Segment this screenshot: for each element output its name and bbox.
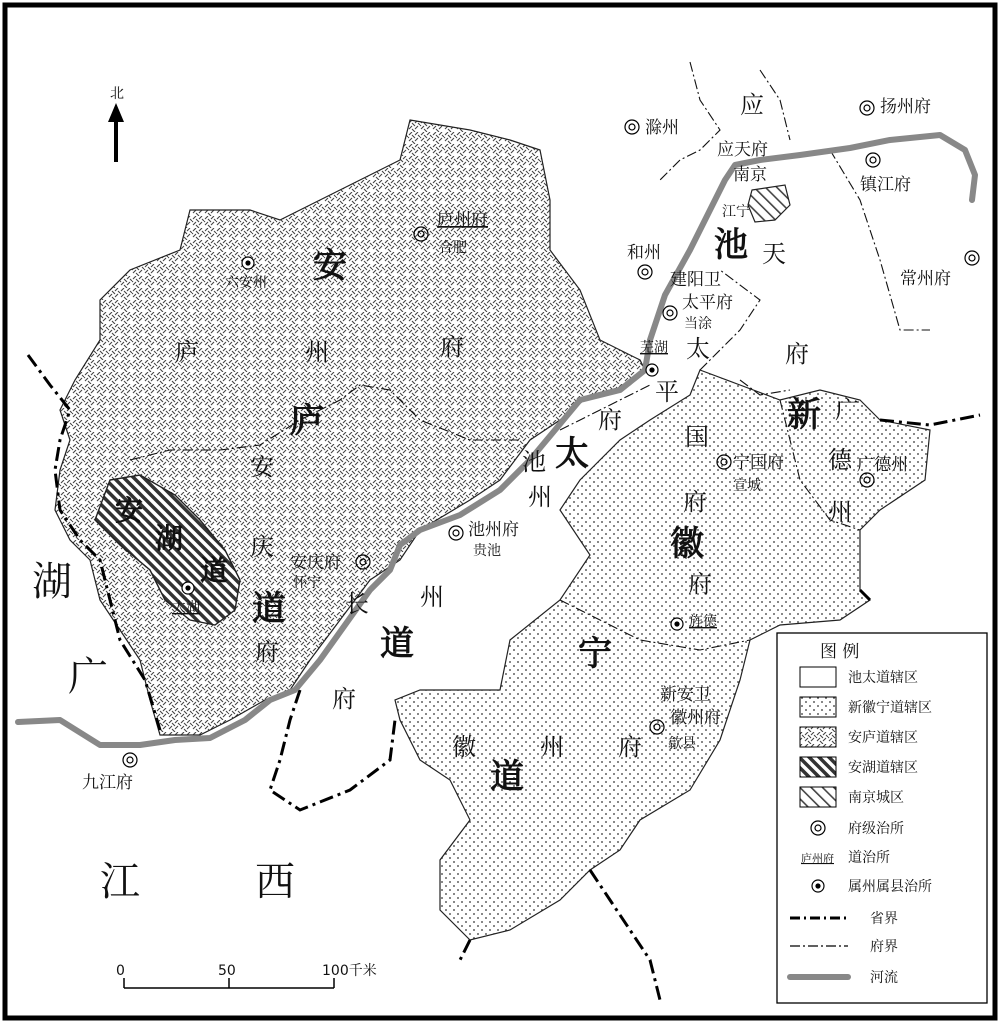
place-guangdezhou: 广德州 bbox=[857, 455, 908, 475]
place-guichi: 贵池 bbox=[473, 543, 501, 559]
circuit-xinhuining-char-4: 道 bbox=[490, 757, 524, 797]
place-luzhoufu: 庐州府 bbox=[437, 210, 488, 230]
pref-huizhou-3: 府 bbox=[618, 733, 642, 761]
place-ningguofu: 宁国府 bbox=[733, 453, 784, 473]
pref-guangde-3: 州 bbox=[828, 498, 852, 526]
place-chuzhou: 滁州 bbox=[645, 118, 679, 138]
circuit-chitai-char-3: 道 bbox=[380, 624, 414, 664]
scale-tick-100: 100千米 bbox=[322, 963, 377, 979]
pref-taiping-3: 府 bbox=[598, 406, 622, 434]
place-hezhou: 和州 bbox=[627, 243, 661, 263]
place-jianyangwei: 建阳卫 bbox=[670, 270, 721, 290]
circuit-xinhuining-char-3: 宁 bbox=[578, 634, 612, 674]
place-nanjing: 南京 bbox=[733, 165, 767, 185]
pref-ningguo-1: 国 bbox=[685, 423, 709, 451]
legend-item-11: 河流 bbox=[870, 970, 898, 986]
pref-guangde-1: 广 bbox=[835, 396, 859, 424]
circuit-xinhuining-char-1: 新 bbox=[787, 395, 821, 435]
place-wuhu: 芜湖 bbox=[640, 340, 668, 356]
pref-yingtian-3: 府 bbox=[785, 340, 809, 368]
place-taihu: 太湖 bbox=[172, 600, 200, 616]
river-changjiang-1: 长 bbox=[345, 590, 369, 618]
place-chizhoufu: 池州府 bbox=[468, 520, 519, 540]
circuit-anlu-char-3: 道 bbox=[252, 589, 286, 629]
scale-tick-50: 50 bbox=[218, 963, 236, 979]
legend-swatch-chitai bbox=[800, 667, 836, 687]
legend-county-seat-icon bbox=[812, 880, 824, 892]
place-taipingfu: 太平府 bbox=[682, 293, 733, 313]
pref-chizhou-4: 府 bbox=[332, 685, 356, 713]
region-huguang-2: 广 bbox=[68, 654, 108, 700]
place-hefei: 合肥 bbox=[439, 240, 467, 256]
north-label: 北 bbox=[110, 86, 124, 102]
legend-item-10: 府界 bbox=[870, 939, 898, 955]
place-xuancheng: 宣城 bbox=[733, 478, 761, 494]
legend-title: 图 例 bbox=[820, 642, 860, 662]
legend-swatch-anhu bbox=[800, 757, 836, 777]
place-jingde: 旌德 bbox=[689, 614, 717, 630]
region-huguang-1: 湖 bbox=[32, 559, 72, 605]
region-jiangxi-2: 西 bbox=[255, 859, 295, 905]
scale-tick-0: 0 bbox=[116, 963, 125, 979]
pref-huizhou-1: 徽 bbox=[452, 733, 476, 761]
legend-item-7: 道治所 bbox=[848, 850, 890, 866]
place-dangtu: 当涂 bbox=[684, 316, 712, 332]
place-yingtianfu: 应天府 bbox=[717, 140, 768, 160]
circuit-anhu-char-2: 湖 bbox=[155, 522, 184, 555]
pref-ningguo-2: 府 bbox=[683, 488, 707, 516]
place-jiujiang: 九江府 bbox=[82, 773, 133, 793]
legend-circuit-seat-sample: 庐州府 bbox=[801, 852, 834, 865]
pref-luzhou-2: 州 bbox=[305, 338, 329, 366]
legend-swatch-anlu bbox=[800, 727, 836, 747]
pref-ningguo-3: 府 bbox=[688, 570, 712, 598]
legend-item-2: 新徽宁道辖区 bbox=[848, 700, 932, 716]
place-huizhoufu: 徽州府 bbox=[670, 708, 721, 728]
legend-item-6: 府级治所 bbox=[848, 821, 904, 837]
place-zhenjiang: 镇江府 bbox=[860, 175, 911, 195]
pref-chizhou-1: 池 bbox=[522, 448, 546, 476]
circuit-anlu-char-2: 庐 bbox=[290, 401, 324, 441]
place-xinanwei: 新安卫 bbox=[660, 685, 711, 705]
pref-anqing-2: 庆 bbox=[250, 533, 274, 561]
place-huaining: 怀宁 bbox=[293, 575, 321, 591]
place-changzhou: 常州府 bbox=[900, 269, 951, 289]
place-yangzhou: 扬州府 bbox=[880, 97, 931, 117]
legend-item-9: 省界 bbox=[870, 911, 898, 927]
legend-item-4: 安湖道辖区 bbox=[848, 760, 918, 776]
pref-anqing-1: 安 bbox=[250, 453, 274, 481]
pref-luzhou-1: 庐 bbox=[175, 338, 199, 366]
pref-chizhou-3: 州 bbox=[420, 583, 444, 611]
pref-huizhou-2: 州 bbox=[540, 733, 564, 761]
circuit-anlu-char-1: 安 bbox=[313, 246, 347, 286]
circuit-anhu-char-1: 安 bbox=[115, 494, 144, 527]
pref-taiping-1: 太 bbox=[686, 335, 710, 363]
pref-luzhou-3: 府 bbox=[440, 333, 464, 361]
circuit-anhu-char-3: 道 bbox=[200, 554, 229, 587]
legend bbox=[777, 633, 987, 1003]
place-jiangning: 江宁 bbox=[722, 204, 750, 220]
legend-item-5: 南京城区 bbox=[848, 790, 904, 806]
legend-item-8: 属州属县治所 bbox=[848, 879, 932, 895]
circuit-chitai-char-1: 池 bbox=[714, 225, 748, 265]
legend-swatch-nanjing bbox=[800, 787, 836, 807]
place-liuan: 六安州 bbox=[225, 275, 267, 291]
pref-anqing-3: 府 bbox=[255, 638, 279, 666]
pref-yingtian-2: 天 bbox=[762, 240, 786, 268]
circuit-chitai-char-2: 太 bbox=[555, 434, 589, 474]
legend-item-1: 池太道辖区 bbox=[848, 670, 918, 686]
pref-taiping-2: 平 bbox=[655, 378, 679, 406]
circuit-xinhuining-char-2: 徽 bbox=[670, 524, 704, 564]
legend-item-3: 安庐道辖区 bbox=[848, 730, 918, 746]
pref-chizhou-2: 州 bbox=[528, 483, 552, 511]
place-shexian: 歙县 bbox=[668, 736, 696, 752]
pref-yingtian-1: 应 bbox=[740, 91, 764, 119]
legend-swatch-xinhuining bbox=[800, 697, 836, 717]
pref-guangde-2: 德 bbox=[828, 446, 852, 474]
place-anqingfu: 安庆府 bbox=[290, 553, 341, 573]
region-jiangxi-1: 江 bbox=[100, 859, 140, 905]
